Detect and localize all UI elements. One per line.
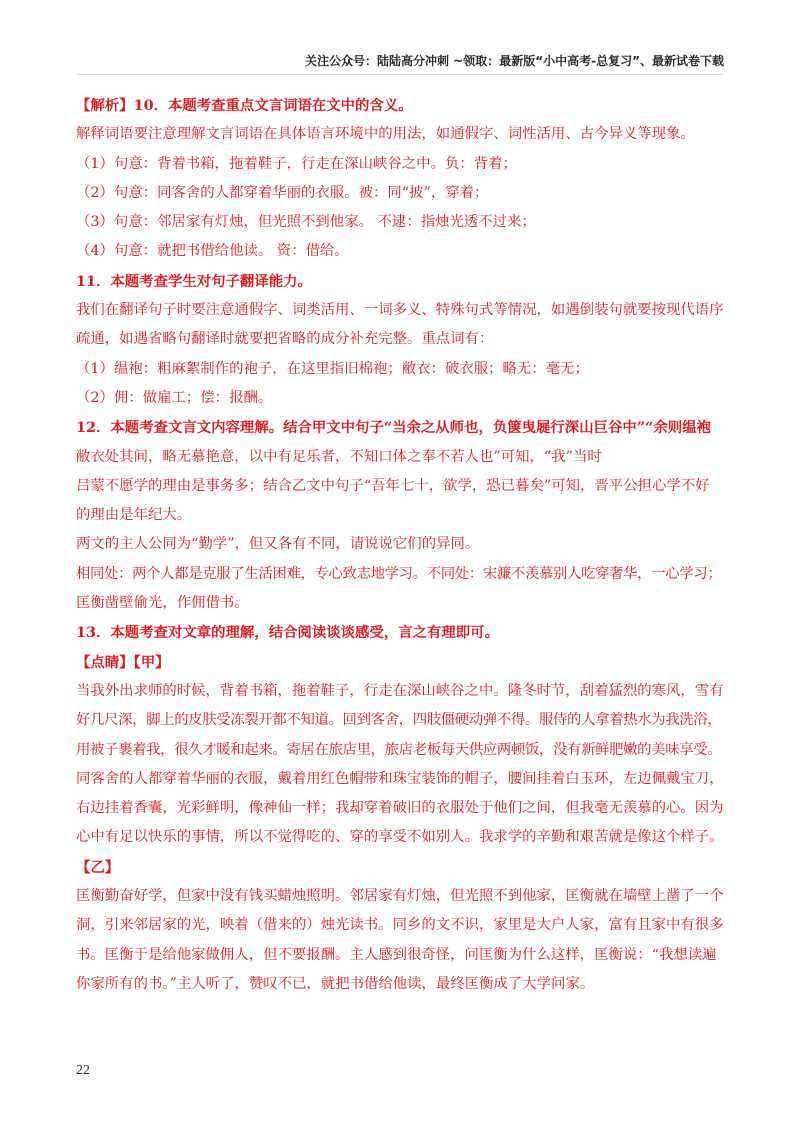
- text-line: 书。匡衡于是给他家做佣人，但不要报酬。主人感到很奇怪，问匡衡为什么这样，匡衡说：“我想读遍: [76, 946, 717, 963]
- text-line: 疏通，如遇省略句翻译时就要把省略的成分补充完整。重点词有：: [76, 331, 494, 348]
- page-header: 关注公众号：陆陆高分冲刺 ~领取：最新版“小中高考-总复习”、最新试卷下载: [305, 54, 724, 68]
- text-line: 当我外出求师的时候，背着书箱，拖着鞋子，行走在深山峡谷之中。隆冬时节，刮着猛烈的寒风，雪有: [76, 682, 724, 699]
- page-number: 22: [76, 1063, 90, 1078]
- text-line: 我们在翻译句子时要注意通假字、词类活用、一词多义、特殊句式等情况，如遇倒装句就要按现代语序: [76, 302, 724, 319]
- text-line: （4）句意：就把书借给他读。 资：借给。: [76, 243, 349, 260]
- header-divider: [76, 74, 724, 75]
- text-line: 洞，引来邻居家的光，映着（借来的）烛光读书。同乡的文不识，家里是大户人家，富有且家中有很多: [76, 917, 724, 934]
- text-line: 同客舍的人都穿着华丽的衣服，戴着用红色帽带和珠宝装饰的帽子，腰间挂着白玉环，左边佩戴宝刀，: [76, 770, 724, 787]
- text-line: 13．本题考查对文章的理解，结合阅读谈谈感受，言之有理即可。: [76, 624, 499, 642]
- text-line: 你家所有的书。”主人听了，赞叹不已，就把书借给他读，最终匡衡成了大学问家。: [76, 975, 595, 992]
- text-line: 解释词语要注意理解文言词语在具体语言环境中的用法，如通假字、词性活用、古今异义等现象。: [76, 126, 695, 143]
- text-line: 敝衣处其间，略无慕艳意，以中有足乐者，不知口体之奉不若人也”可知，“我”当时: [76, 448, 602, 465]
- text-line: 的理由是年纪大。: [76, 507, 192, 524]
- text-line: （1）句意：背着书箱，拖着鞋子，行走在深山峡谷之中。负：背着；: [76, 155, 517, 172]
- text-line: 用被子裹着我，很久才暖和起来。寄居在旅店里，旅店老板每天供应两顿饭，没有新鲜肥嫩的美味享受。: [76, 741, 722, 758]
- text-line: 匡衡凿壁偷光，作佣借书。: [76, 595, 249, 612]
- text-line: 两文的主人公同为“勤学”，但又各有不同，请说说它们的异同。: [76, 536, 480, 553]
- text-line: 匡衡勤奋好学，但家中没有钱买蜡烛照明。邻居家有灯烛，但光照不到他家，匡衡就在墙壁上凿了一个: [76, 888, 724, 905]
- text-line: 相同处：两个人都是克服了生活困难，专心致志地学习。不同处：宋濂不羡慕别人吃穿奢华，一心学习；: [76, 565, 722, 582]
- text-line: （2）佣：做雇工；偿：报酬。: [76, 389, 273, 406]
- text-line: 【乙】: [76, 858, 120, 876]
- text-line: 吕蒙不愿学的理由是事务多；结合乙文中句子“吾年七十，欲学，恐已暮矣”可知，晋平公担心学不好: [76, 477, 710, 494]
- text-line: （2）句意：同客舍的人都穿着华丽的衣服。被：同“披”，穿着；: [76, 184, 489, 201]
- text-line: 【解析】10．本题考查重点文言词语在文中的含义。: [76, 97, 413, 114]
- text-line: 心中有足以快乐的事情，所以不觉得吃的、穿的享受不如别人。我求学的辛勤和艰苦就是像这个样子。: [76, 829, 724, 846]
- text-line: 好几尺深，脚上的皮肤受冻裂开都不知道。回到客舍，四肢僵硬动弹不得。服侍的人拿着热水为我洗浴，: [76, 712, 722, 729]
- text-line: （3）句意：邻居家有灯烛，但光照不到他家。 不逮：指烛光透不过来；: [76, 214, 536, 231]
- text-line: （1）缊袍：粗麻絮制作的袍子，在这里指旧棉袍；敝衣：破衣服；略无：毫无；: [76, 360, 589, 377]
- text-line: 【点睛】【甲】: [76, 653, 170, 671]
- text-line: 右边挂着香囊，光彩鲜明，像神仙一样；我却穿着破旧的衣服处于他们之间，但我毫无羡慕的心。因为: [76, 800, 724, 817]
- text-line: 12．本题考查文言文内容理解。结合甲文中句子“当余之从师也，负箧曳屣行深山巨谷中”“余则缊袍: [76, 419, 711, 437]
- text-line: 11．本题考查学生对句子翻译能力。: [76, 272, 312, 290]
- answer-analysis-body: [76, 91, 724, 999]
